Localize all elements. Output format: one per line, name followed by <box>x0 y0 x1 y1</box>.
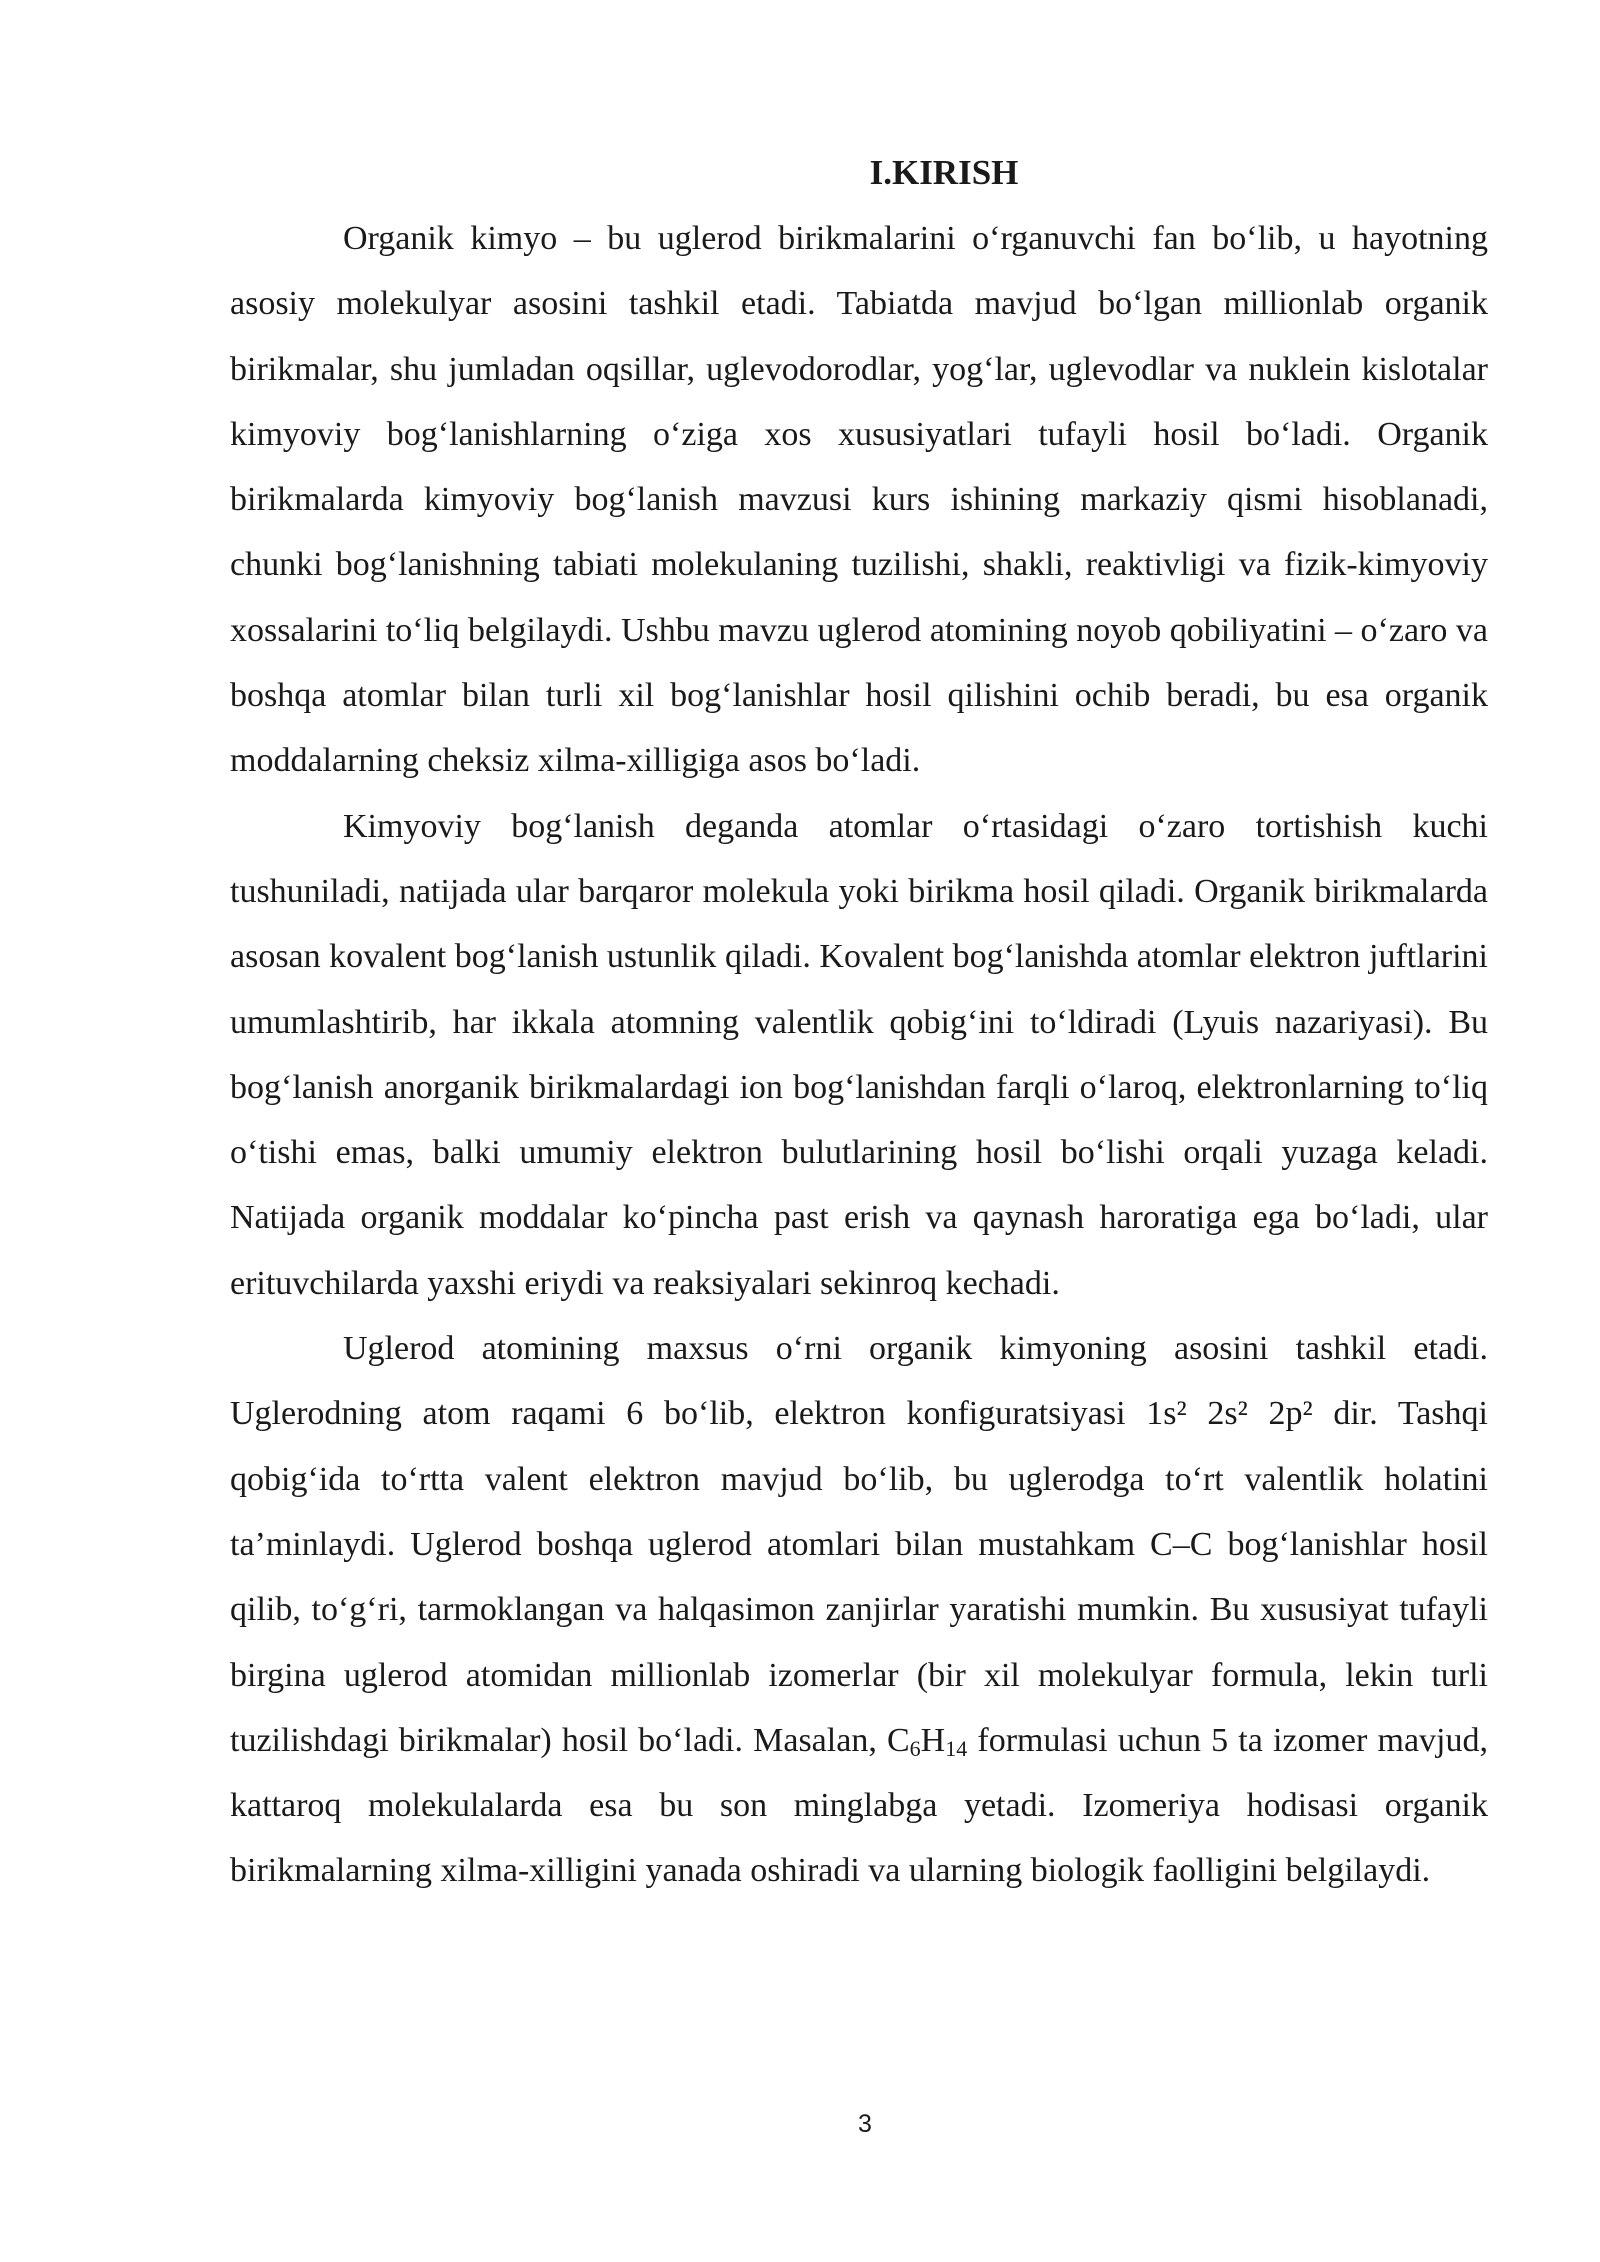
formula-element-h: H <box>920 1721 946 1759</box>
paragraph-carbon <box>230 1316 1488 1904</box>
formula-element-c: C <box>886 1721 910 1759</box>
formula-subscript-c: 6 <box>909 1735 921 1761</box>
paragraph-chemical-bond: Kimyoviy bog‘lanish deganda atomlar o‘rtasidagi o‘zaro tortishish kuchi tushuniladi, natijada ular barqaror molekula yoki birikma hosil qiladi. Organik birikmalarda asosan kovalent bog‘lanish ustunlik qiladi. Kovalent bog‘lanishda atomlar elektron juftlarini umumlashtirib, har ikkala atomning valentlik qobig‘ini to‘ldiradi (Lyuis nazariyasi). Bu bog‘lanish anorganik birikmalardagi ion bog‘lanishdan farqli o‘laroq, elektronlarning to‘liq o‘tishi emas, balki umumiy elektron bulutlarining hosil bo‘lishi orqali yuzaga keladi. Natijada organik moddalar ko‘pincha past erish va qaynash haroratiga ega bo‘ladi, ular erituvchilarda yaxshi eriydi va reaksiyalari sekinroq kechadi. <box>230 807 1488 1302</box>
document-page <box>230 148 1488 1904</box>
section-heading: I.KIRISH <box>869 153 1019 192</box>
paragraph-intro: Organik kimyo – bu uglerod birikmalarini o‘rganuvchi fan bo‘lib, u hayotning asosiy molekulyar asosini tashkil etadi. Tabiatda mavjud bo‘lgan millionlab organik birikmalar, shu jumladan oqsillar, uglevodorodlar, yog‘lar, uglevodlar va nuklein kislotalar kimyoviy bog‘lanishlarning o‘ziga xos xususiyatlari tufayli hosil bo‘ladi. Organik birikmalarda kimyoviy bog‘lanish mavzusi kurs ishining markaziy qismi hisoblanadi, chunki bog‘lanishning tabiati molekulaning tuzilishi, shakli, reaktivligi va fizik-kimyoviy xossalarini to‘liq belgilaydi. Ushbu mavzu uglerod atomining noyob qobiliyatini – o‘zaro va boshqa atomlar bilan turli xil bog‘lanishlar hosil qilishini ochib beradi, bu esa organik moddalarning cheksiz xilma-xilligiga asos bo‘ladi. <box>230 220 1488 780</box>
chemical-formula <box>887 1722 967 1759</box>
paragraph-carbon-text-1: Uglerod atomining maxsus o‘rni organik kimyoning asosini tashkil etadi. Uglerodning atom raqami 6 bo‘lib, elektron konfiguratsiyasi 1s² 2s² 2p² dir. Tashqi qobig‘ida to‘rtta valent elektron mavjud bo‘lib, bu uglerodga to‘rt valentlik holatini ta’minlaydi. Uglerod boshqa uglerod atomlari bilan mustahkam C–C bog‘lanishlar hosil qilib, to‘g‘ri, tarmoklangan va halqasimon zanjirlar yaratishi mumkin. Bu xususiyat tufayli birgina uglerod atomidan millionlab izomerlar (bir xil molekulyar formula, lekin turli tuzilishdagi birikmalar) hosil bo‘ladi. Masalan, <box>230 1330 1488 1759</box>
formula-subscript-h: 14 <box>945 1735 968 1761</box>
paragraph-carbon-text-2: formulasi uchun 5 ta izomer mavjud, kattaroq molekulalarda esa bu son minglabga yetadi. Izomeriya hodisasi organik birikmalarning xilma-xilligini yanada oshiradi va ularning biologik faolligini belgilaydi. <box>230 1721 1488 1890</box>
page-number: 3 <box>858 2110 872 2138</box>
